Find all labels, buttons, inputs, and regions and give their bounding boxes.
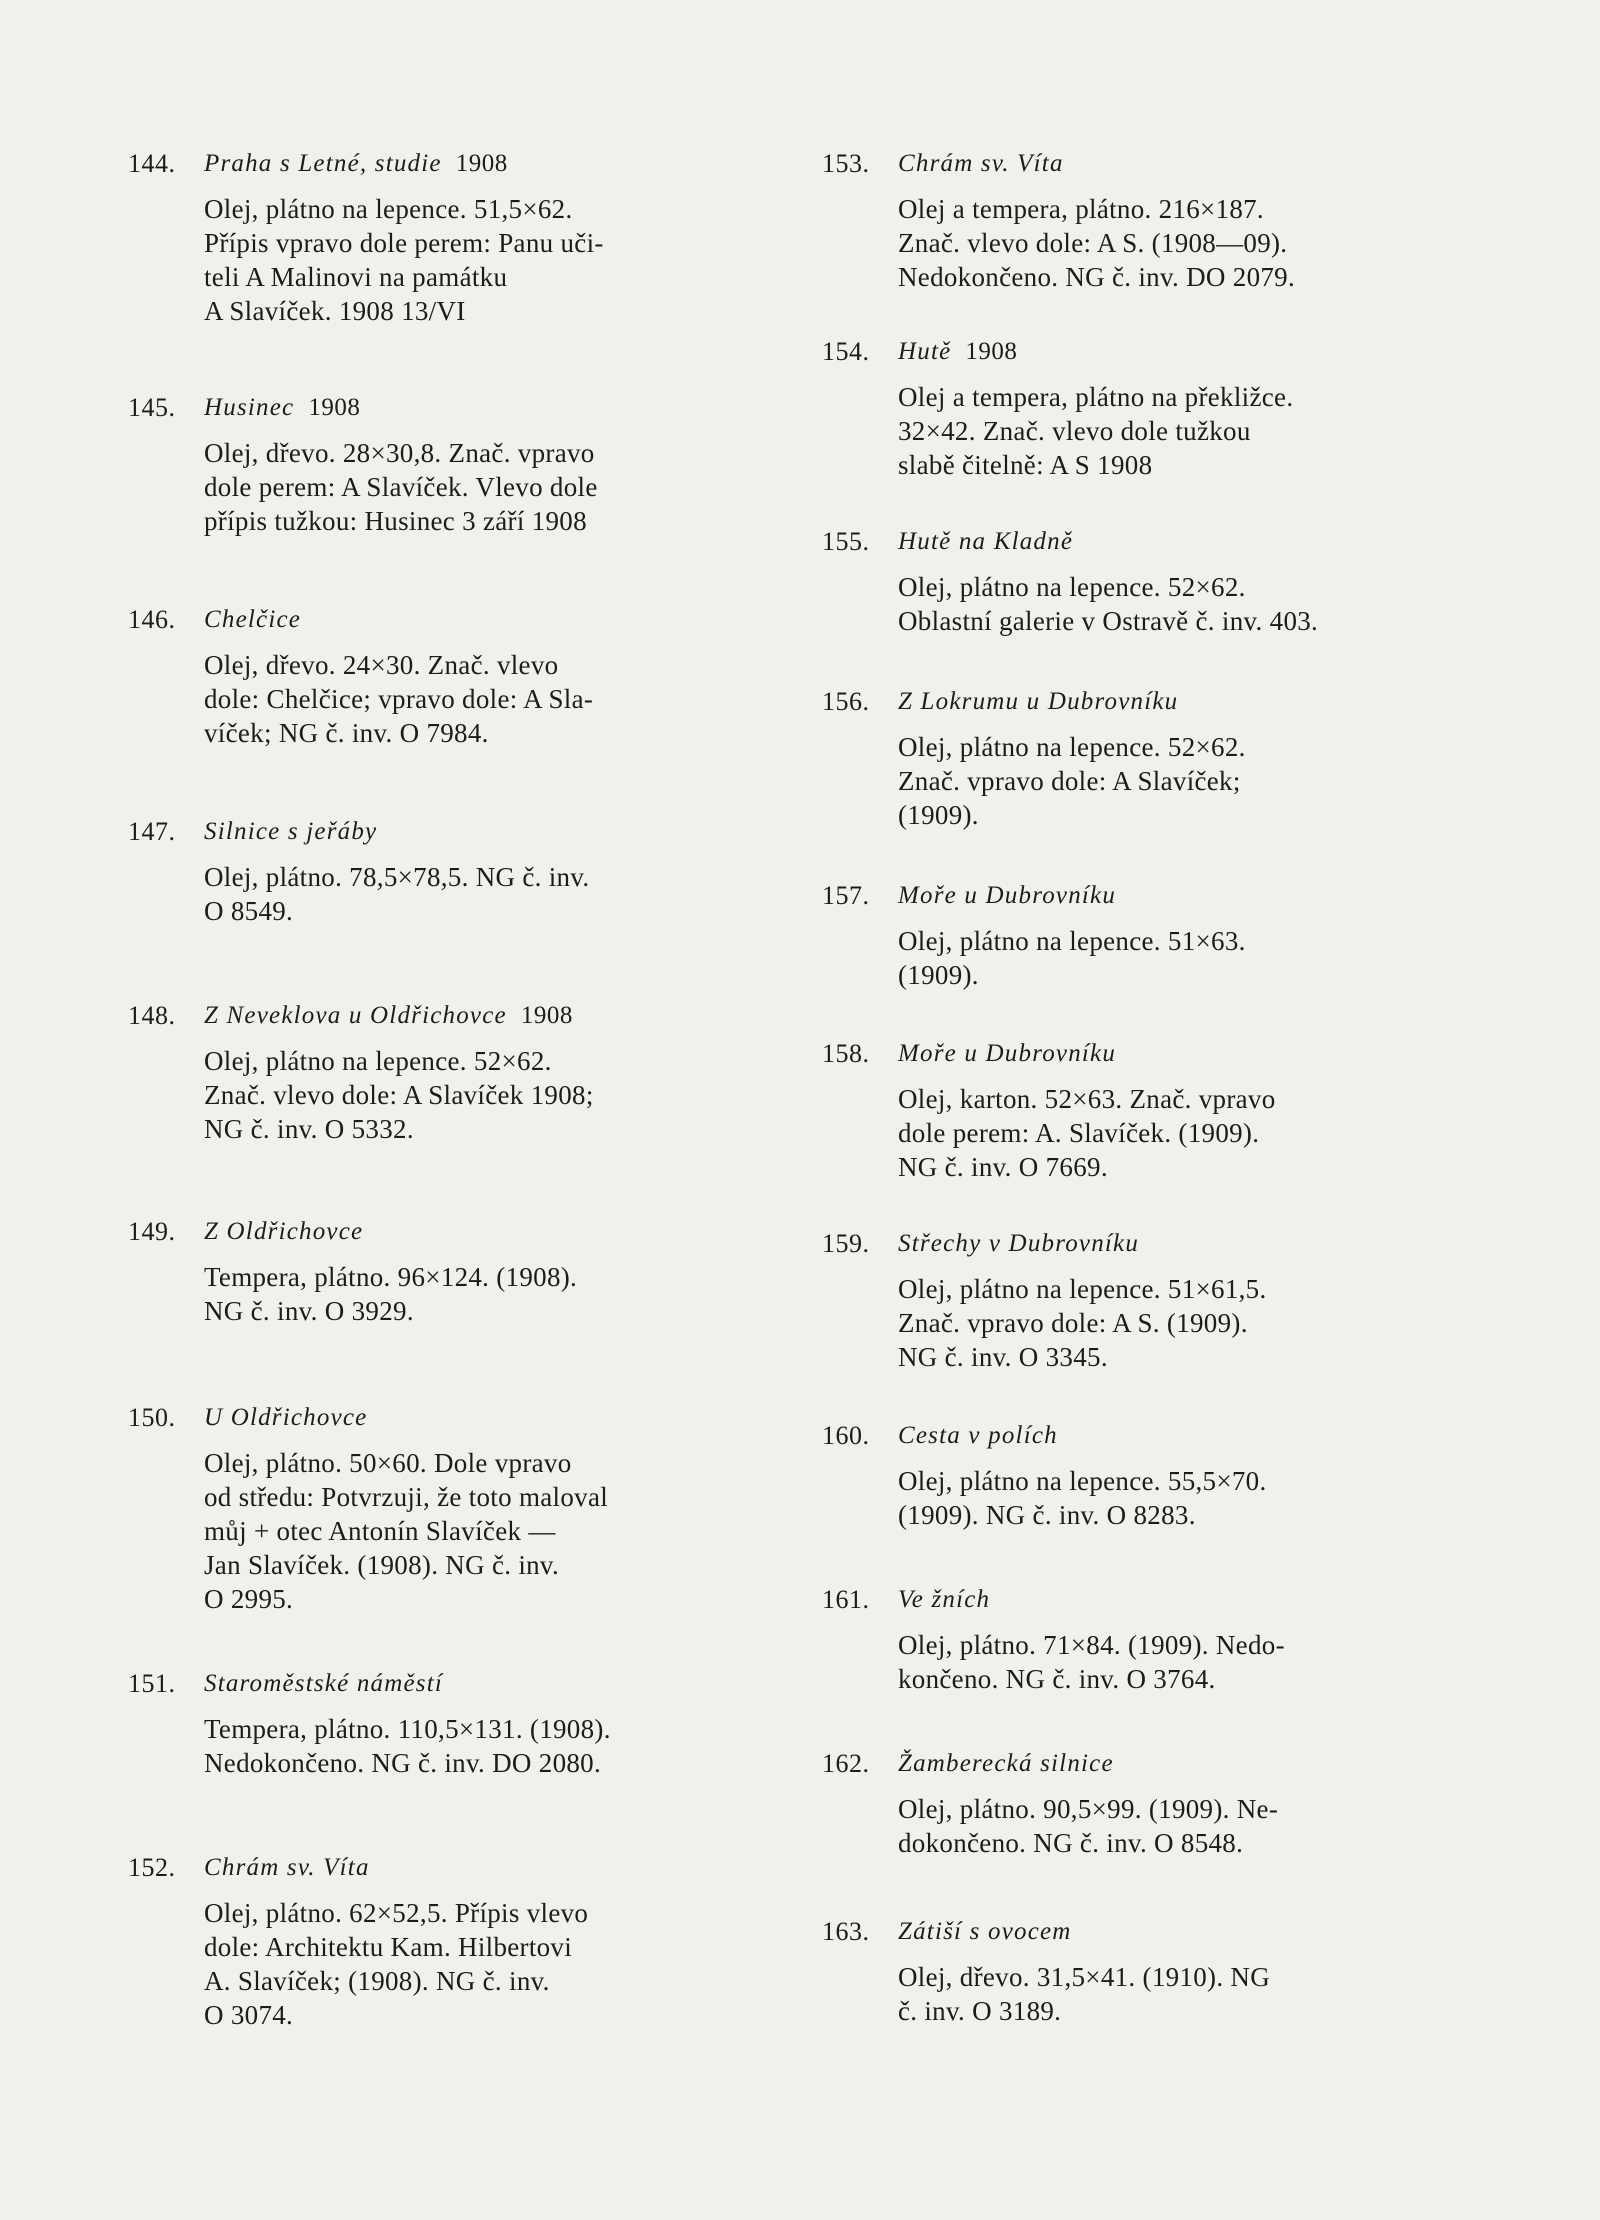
catalog-entry xyxy=(822,524,1432,638)
entry-title xyxy=(898,334,1017,370)
entry-title-text: U Oldřichovce xyxy=(204,1404,368,1431)
catalog-entry xyxy=(128,602,728,750)
entry-title-text: Moře u Dubrovníku xyxy=(898,882,1117,909)
entry-year: 1908 xyxy=(520,1002,573,1029)
entry-title xyxy=(204,1400,381,1436)
entry-heading xyxy=(822,878,1432,914)
catalog-entry xyxy=(822,684,1432,832)
entry-number: 150. xyxy=(128,1403,176,1432)
catalog-entry xyxy=(822,1418,1432,1532)
entry-title-text: Hutě xyxy=(898,338,952,365)
entry-number: 147. xyxy=(128,817,176,846)
entry-title xyxy=(898,684,1192,720)
catalog-entry xyxy=(822,334,1432,482)
catalog-entry xyxy=(128,814,728,928)
entry-description: Olej, plátno. 71×84. (1909). Nedo- končeno. NG č. inv. O 3764. xyxy=(898,1630,1285,1694)
entry-heading xyxy=(822,1582,1432,1618)
entry-heading xyxy=(128,998,728,1034)
entry-year: 1908 xyxy=(308,394,361,421)
entry-title-text: Husinec xyxy=(204,394,295,421)
entry-description: Tempera, plátno. 110,5×131. (1908). Nedokončeno. NG č. inv. DO 2080. xyxy=(204,1714,611,1778)
entry-title-text: Střechy v Dubrovníku xyxy=(898,1230,1140,1257)
entry-title xyxy=(204,1214,377,1250)
entry-description: Olej, plátno na lepence. 55,5×70. (1909). NG č. inv. O 8283. xyxy=(898,1466,1267,1530)
entry-description: Olej, plátno na lepence. 52×62. Znač. vpravo dole: A Slavíček; (1909). xyxy=(898,732,1246,830)
catalog-entry xyxy=(128,1400,728,1616)
entry-title-text: Chrám sv. Víta xyxy=(898,150,1064,177)
entry-heading xyxy=(822,524,1432,560)
entry-number: 152. xyxy=(128,1853,176,1882)
entry-title-text: Moře u Dubrovníku xyxy=(898,1040,1117,1067)
entry-number: 155. xyxy=(822,527,870,556)
catalog-entry xyxy=(128,390,728,538)
catalog-entry xyxy=(822,1746,1432,1860)
entry-description: Tempera, plátno. 96×124. (1908). NG č. inv. O 3929. xyxy=(204,1262,578,1326)
entry-description: Olej, dřevo. 24×30. Znač. vlevo dole: Chelčice; vpravo dole: A Sla- víček; NG č. inv. O 7984. xyxy=(204,650,594,748)
entry-description: Olej, plátno. 50×60. Dole vpravo od středu: Potvrzuji, že toto maloval můj + otec Antonín Slavíček — Jan Slavíček. (1908). NG č. inv. O 2995. xyxy=(204,1448,609,1614)
entry-title xyxy=(204,1850,384,1886)
entry-number: 159. xyxy=(822,1229,870,1258)
entry-number: 154. xyxy=(822,337,870,366)
entry-description: Olej, plátno na lepence. 51,5×62. Přípis vpravo dole perem: Panu uči- teli A Malinovi na památku A Slavíček. 1908 13/VI xyxy=(204,194,604,326)
entry-number: 146. xyxy=(128,605,176,634)
entry-number: 161. xyxy=(822,1585,870,1614)
entry-number: 151. xyxy=(128,1669,176,1698)
catalog-entry xyxy=(822,1036,1432,1184)
catalog-entry xyxy=(822,1914,1432,2028)
entry-heading xyxy=(822,146,1432,182)
entry-heading xyxy=(822,1036,1432,1072)
entry-number: 144. xyxy=(128,149,176,178)
entry-heading xyxy=(128,146,728,182)
entry-title-text: Chelčice xyxy=(204,606,302,633)
entry-title-text: Staroměstské náměstí xyxy=(204,1670,444,1697)
entry-number: 156. xyxy=(822,687,870,716)
entry-heading xyxy=(822,334,1432,370)
catalog-entry xyxy=(128,998,728,1146)
entry-title-text: Cesta v polích xyxy=(898,1422,1058,1449)
entry-number: 162. xyxy=(822,1749,870,1778)
entry-heading xyxy=(128,1850,728,1886)
entry-description: Olej, plátno na lepence. 52×62. Oblastní galerie v Ostravě č. inv. 403. xyxy=(898,572,1319,636)
entry-number: 163. xyxy=(822,1917,870,1946)
entry-title xyxy=(204,602,315,638)
entry-heading xyxy=(128,1214,728,1250)
entry-description: Olej, plátno. 62×52,5. Přípis vlevo dole: Architektu Kam. Hilbertovi A. Slavíček; (1908). NG č. inv. O 3074. xyxy=(204,1898,589,2030)
entry-heading xyxy=(822,1746,1432,1782)
entry-title-text: Chrám sv. Víta xyxy=(204,1854,370,1881)
entry-title xyxy=(898,1226,1153,1262)
entry-description: Olej, plátno. 78,5×78,5. NG č. inv. O 8549. xyxy=(204,862,590,926)
entry-description: Olej, plátno. 90,5×99. (1909). Ne- dokončeno. NG č. inv. O 8548. xyxy=(898,1794,1279,1858)
entry-year: 1908 xyxy=(965,338,1018,365)
entry-title-text: Praha s Letné, studie xyxy=(204,150,442,177)
catalog-entry xyxy=(128,1214,728,1328)
entry-title-text: Z Neveklova u Oldřichovce xyxy=(204,1002,507,1029)
entry-title xyxy=(204,1666,457,1702)
entry-heading xyxy=(128,814,728,850)
entry-heading xyxy=(822,684,1432,720)
catalog-entry xyxy=(128,146,728,328)
entry-number: 148. xyxy=(128,1001,176,1030)
entry-description: Olej, plátno na lepence. 51×63. (1909). xyxy=(898,926,1246,990)
entry-title-text: Zátiší s ovocem xyxy=(898,1918,1072,1945)
entry-title-text: Hutě na Kladně xyxy=(898,528,1074,555)
entry-heading xyxy=(128,1666,728,1702)
entry-number: 145. xyxy=(128,393,176,422)
entry-heading xyxy=(822,1226,1432,1262)
entry-title xyxy=(204,814,391,850)
entry-title xyxy=(898,878,1130,914)
catalog-entry xyxy=(822,146,1432,294)
entry-title xyxy=(204,998,573,1034)
entry-description: Olej a tempera, plátno. 216×187. Znač. vlevo dole: A S. (1908—09). Nedokončeno. NG č. inv. DO 2079. xyxy=(898,194,1296,292)
entry-number: 158. xyxy=(822,1039,870,1068)
entry-description: Olej, dřevo. 31,5×41. (1910). NG č. inv. O 3189. xyxy=(898,1962,1271,2026)
entry-heading xyxy=(128,390,728,426)
catalog-entry xyxy=(822,1582,1432,1696)
entry-title-text: Ve žních xyxy=(898,1586,991,1613)
catalog-entry xyxy=(128,1850,728,2032)
entry-title xyxy=(204,146,508,182)
entry-number: 153. xyxy=(822,149,870,178)
entry-title xyxy=(204,390,360,426)
entry-number: 149. xyxy=(128,1217,176,1246)
entry-description: Olej, dřevo. 28×30,8. Znač. vpravo dole perem: A Slavíček. Vlevo dole přípis tužkou: Husinec 3 září 1908 xyxy=(204,438,598,536)
catalog-entry xyxy=(822,1226,1432,1374)
entry-title xyxy=(898,146,1078,182)
entry-heading xyxy=(822,1914,1432,1950)
entry-description: Olej a tempera, plátno na překližce. 32×42. Znač. vlevo dole tužkou slabě čitelně: A S 1908 xyxy=(898,382,1294,480)
entry-title-text: Z Oldřichovce xyxy=(204,1218,364,1245)
entry-number: 157. xyxy=(822,881,870,910)
catalog-entry xyxy=(128,1666,728,1780)
entry-description: Olej, plátno na lepence. 51×61,5. Znač. vpravo dole: A S. (1909). NG č. inv. O 3345. xyxy=(898,1274,1267,1372)
entry-title-text: Z Lokrumu u Dubrovníku xyxy=(898,688,1179,715)
entry-title xyxy=(898,1418,1072,1454)
entry-heading xyxy=(822,1418,1432,1454)
catalog-entry xyxy=(822,878,1432,992)
entry-heading xyxy=(128,602,728,638)
entry-title xyxy=(898,524,1087,560)
entry-year: 1908 xyxy=(455,150,508,177)
entry-number: 160. xyxy=(822,1421,870,1450)
entry-title xyxy=(898,1746,1128,1782)
entry-title-text: Silnice s jeřáby xyxy=(204,818,378,845)
entry-title xyxy=(898,1036,1130,1072)
entry-heading xyxy=(128,1400,728,1436)
entry-description: Olej, karton. 52×63. Znač. vpravo dole perem: A. Slavíček. (1909). NG č. inv. O 7669. xyxy=(898,1084,1276,1182)
entry-title xyxy=(898,1914,1086,1950)
entry-title xyxy=(898,1582,1004,1618)
entry-description: Olej, plátno na lepence. 52×62. Znač. vlevo dole: A Slavíček 1908; NG č. inv. O 5332. xyxy=(204,1046,594,1144)
entry-title-text: Žamberecká silnice xyxy=(898,1750,1114,1777)
